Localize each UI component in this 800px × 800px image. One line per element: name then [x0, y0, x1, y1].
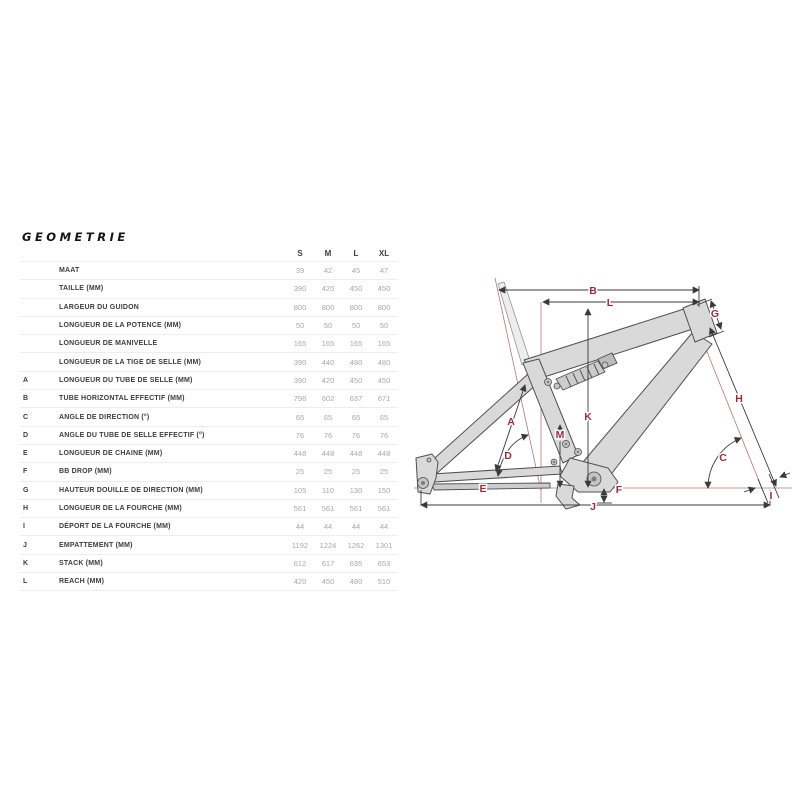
- table-row: [20, 298, 398, 316]
- row-value: 42: [323, 266, 333, 276]
- dim-label-d: D: [504, 450, 512, 462]
- row-letter: L: [23, 578, 28, 586]
- row-value: 76: [379, 430, 389, 440]
- column-header-l: L: [353, 249, 359, 258]
- row-letter: E: [23, 450, 28, 458]
- geometry-table: [20, 246, 398, 591]
- table-row: [20, 481, 398, 499]
- row-value: 110: [322, 485, 334, 495]
- column-header-m: M: [324, 249, 332, 258]
- table-row: [20, 444, 398, 462]
- table-row: [20, 535, 398, 553]
- row-value: 390: [293, 375, 307, 385]
- row-value: 1301: [375, 540, 393, 550]
- row-value: 450: [349, 375, 363, 385]
- row-value: 76: [323, 430, 333, 440]
- dim-label-j: J: [590, 501, 596, 513]
- row-value: 45: [351, 266, 361, 276]
- row-value: 1224: [319, 540, 337, 550]
- row-value: 448: [321, 449, 335, 459]
- table-row: [20, 554, 398, 572]
- row-letter: K: [23, 559, 29, 567]
- dim-label-m: M: [555, 429, 565, 441]
- row-value: 65: [351, 412, 361, 422]
- row-value: 76: [351, 430, 361, 440]
- row-value: 800: [321, 302, 335, 312]
- row-value: 50: [295, 321, 305, 331]
- row-label: LONGUEUR DE MANIVELLE: [59, 340, 158, 348]
- dim-label-a: A: [507, 416, 515, 428]
- bike-frame: [416, 282, 720, 509]
- row-letter: J: [23, 541, 27, 549]
- dim-label-l: L: [606, 297, 614, 309]
- row-label: LONGUEUR DE CHAINE (MM): [59, 450, 163, 458]
- row-value: 440: [321, 357, 335, 367]
- table-row: [20, 407, 398, 425]
- row-value: 612: [293, 558, 307, 568]
- row-value: 561: [321, 504, 335, 513]
- row-value: 44: [323, 522, 333, 532]
- row-letter: B: [23, 395, 29, 403]
- row-value: 448: [293, 449, 307, 459]
- row-value: 105: [293, 485, 307, 495]
- row-value: 450: [377, 375, 391, 385]
- row-label: DÉPORT DE LA FOURCHE (MM): [59, 523, 171, 531]
- row-value: 450: [377, 284, 391, 294]
- row-value: 44: [351, 522, 361, 532]
- table-row: [20, 572, 398, 590]
- row-value: 47: [379, 266, 389, 276]
- row-value: 617: [321, 558, 335, 568]
- row-value: 25: [323, 467, 333, 477]
- row-value: 448: [349, 449, 363, 459]
- row-value: 420: [321, 375, 335, 385]
- row-value: 420: [321, 284, 335, 294]
- row-value: 50: [351, 321, 361, 331]
- row-value: 165: [349, 339, 363, 349]
- table-header-row: [20, 246, 398, 261]
- dim-label-f: F: [615, 484, 623, 496]
- row-value: 480: [377, 357, 391, 367]
- table-row: [20, 389, 398, 407]
- row-label: EMPATTEMENT (MM): [59, 541, 133, 549]
- table-row: [20, 334, 398, 352]
- row-label: LONGUEUR DE LA POTENCE (MM): [59, 322, 182, 330]
- row-value: 1262: [347, 540, 365, 550]
- table-row: [20, 499, 398, 517]
- dim-label-g: G: [710, 308, 720, 320]
- row-value: 25: [295, 467, 305, 477]
- row-value: 450: [321, 577, 335, 587]
- row-label: HAUTEUR DOUILLE DE DIRECTION (MM): [59, 486, 203, 494]
- row-value: 671: [377, 394, 391, 404]
- row-value: 637: [349, 394, 363, 404]
- row-label: REACH (MM): [59, 578, 105, 586]
- row-value: 602: [321, 394, 335, 404]
- row-label: LONGUEUR DE LA FOURCHE (MM): [59, 505, 182, 512]
- row-value: 653: [377, 558, 391, 568]
- dim-label-c: C: [719, 452, 727, 464]
- row-value: 635: [349, 558, 363, 568]
- row-value: 448: [377, 449, 391, 459]
- table-row: [20, 279, 398, 297]
- row-value: 510: [377, 577, 391, 587]
- row-label: ANGLE DE DIRECTION (°): [59, 413, 150, 421]
- table-row: [20, 426, 398, 444]
- table-row: [20, 517, 398, 535]
- row-value: 561: [349, 504, 363, 513]
- row-letter: G: [23, 486, 29, 494]
- row-value: 50: [379, 321, 389, 331]
- row-value: 165: [377, 339, 391, 349]
- row-value: 130: [349, 485, 363, 495]
- row-letter: C: [23, 413, 29, 421]
- row-value: 390: [293, 284, 307, 294]
- row-label: STACK (MM): [59, 559, 103, 567]
- row-value: 420: [293, 577, 307, 587]
- row-label: LONGUEUR DU TUBE DE SELLE (MM): [59, 376, 193, 384]
- row-value: 1192: [291, 540, 309, 550]
- row-value: 44: [295, 522, 305, 532]
- row-letter: H: [23, 505, 29, 512]
- dimension-labels: [479, 285, 772, 513]
- dim-label-k: K: [584, 411, 592, 423]
- row-value: 65: [323, 412, 333, 422]
- table-row: [20, 261, 398, 279]
- row-letter: D: [23, 431, 29, 439]
- row-value: 76: [295, 430, 305, 440]
- row-value: 65: [379, 412, 389, 422]
- bike-geometry-diagram: [408, 262, 798, 574]
- row-value: 450: [349, 284, 363, 294]
- row-value: 800: [377, 302, 391, 312]
- row-value: 65: [295, 412, 305, 422]
- row-value: 165: [293, 339, 307, 349]
- row-label: MAAT: [59, 267, 80, 275]
- column-header-s: S: [297, 249, 303, 258]
- dim-label-b: B: [589, 285, 597, 297]
- row-value: 800: [293, 302, 307, 312]
- row-value: 25: [351, 467, 361, 477]
- row-value: 390: [293, 357, 307, 367]
- table-row: [20, 371, 398, 389]
- row-value: 39: [295, 266, 305, 276]
- section-title: GEOMETRIE: [22, 230, 129, 244]
- row-letter: F: [23, 468, 28, 476]
- row-label: LARGEUR DU GUIDON: [59, 303, 140, 311]
- row-value: 561: [293, 504, 307, 513]
- row-value: 480: [349, 577, 363, 587]
- row-letter: A: [23, 376, 29, 384]
- row-value: 796: [293, 394, 307, 404]
- row-value: 150: [377, 485, 391, 495]
- row-label: TAILLE (MM): [59, 285, 104, 293]
- table-row: [20, 462, 398, 480]
- row-value: 25: [379, 467, 389, 477]
- row-value: 480: [349, 357, 363, 367]
- table-row: [20, 316, 398, 334]
- row-value: 165: [321, 339, 335, 349]
- dim-label-i: I: [769, 490, 773, 502]
- row-label: BB DROP (MM): [59, 468, 112, 476]
- row-label: TUBE HORIZONTAL EFFECTIF (MM): [59, 395, 185, 403]
- row-letter: I: [23, 523, 25, 531]
- row-value: 50: [323, 321, 333, 331]
- table-row: [20, 352, 398, 370]
- row-value: 561: [377, 504, 391, 513]
- row-value: 800: [349, 302, 363, 312]
- row-value: 44: [379, 522, 389, 532]
- dim-label-h: H: [735, 393, 743, 405]
- row-label: ANGLE DU TUBE DE SELLE EFFECTIF (°): [59, 431, 205, 439]
- column-header-xl: XL: [378, 249, 390, 258]
- dim-label-e: E: [479, 483, 487, 495]
- row-label: LONGUEUR DE LA TIGE DE SELLE (MM): [59, 358, 202, 366]
